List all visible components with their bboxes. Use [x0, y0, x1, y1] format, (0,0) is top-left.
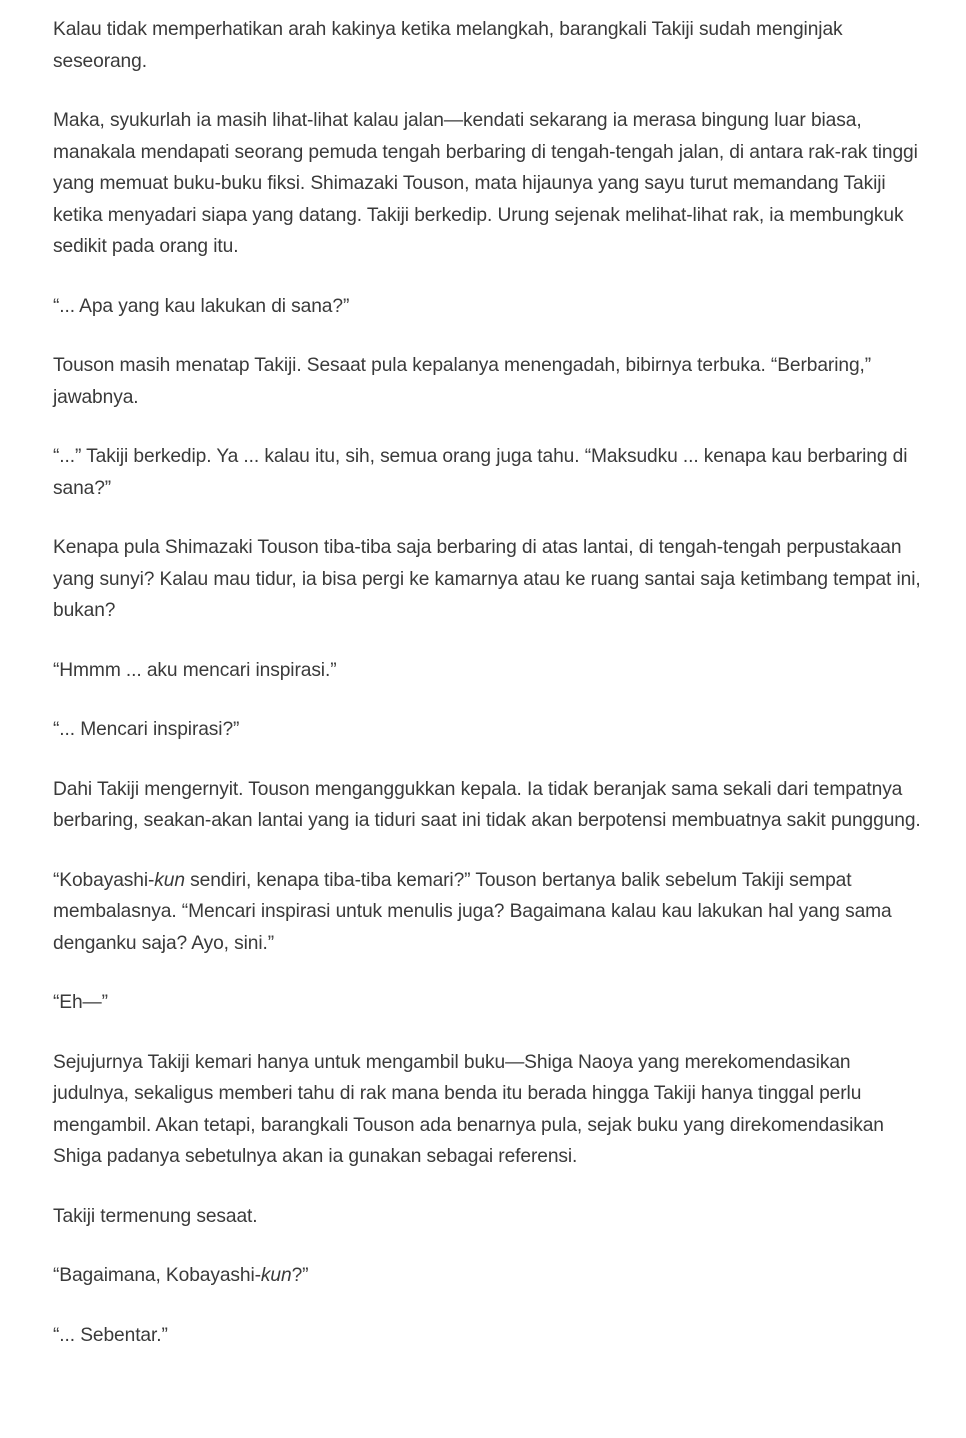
- paragraph: Sejujurnya Takiji kemari hanya untuk mengambil buku—Shiga Naoya yang merekomendasikan judulnya, sekaligus memberi tahu di rak mana benda itu berada hingga Takiji hanya tinggal perlu mengambil. Akan tetapi, barangkali Touson ada benarnya pula, sejak buku yang direkomendasikan Shiga padanya sebetulnya akan ia gunakan sebagai referensi.: [53, 1051, 884, 1167]
- paragraph: Kenapa pula Shimazaki Touson tiba-tiba saja berbaring di atas lantai, di tengah-tengah perpustakaan yang sunyi? Kalau mau tidur, ia bisa pergi ke kamarnya atau ke ruang santai saja ketimbang tempat ini, bukan?: [53, 537, 921, 621]
- paragraph: “Kobayashi-kun sendiri, kenapa tiba-tiba kemari?” Touson bertanya balik sebelum Takiji sempat membalasnya. “Mencari inspirasi untuk menulis juga? Bagaimana kalau kau lakukan hal yang sama denganku saja? Ayo, sini.”: [53, 869, 892, 954]
- paragraph: Kalau tidak memperhatikan arah kakinya ketika melangkah, barangkali Takiji sudah menginjak seseorang.: [53, 19, 843, 72]
- paragraph: “Bagaimana, Kobayashi-kun?”: [53, 1265, 309, 1286]
- paragraph: Dahi Takiji mengernyit. Touson menganggukkan kepala. Ia tidak beranjak sama sekali dari tempatnya berbaring, seakan-akan lantai yang ia tiduri saat ini tidak akan berpotensi membuatnya sakit punggung.: [53, 778, 921, 831]
- paragraph: Takiji termenung sesaat.: [53, 1205, 258, 1227]
- italic-honorific: kun: [154, 869, 185, 891]
- paragraph: “Hmmm ... aku mencari inspirasi.”: [53, 659, 337, 681]
- paragraph: “...” Takiji berkedip. Ya ... kalau itu, sih, semua orang juga tahu. “Maksudku ... kenapa kau berbaring di sana?”: [53, 446, 908, 499]
- paragraph: “Eh—”: [53, 992, 108, 1013]
- paragraph: “... Sebentar.”: [53, 1324, 168, 1346]
- paragraph: “... Mencari inspirasi?”: [53, 719, 240, 740]
- paragraph: Maka, syukurlah ia masih lihat-lihat kalau jalan—kendati sekarang ia merasa bingung luar biasa, manakala mendapati seorang pemuda tengah berbaring di tengah-tengah jalan, di antara rak-rak tinggi yang memuat buku-buku fiksi. Shimazaki Touson, mata hijaunya yang sayu turut memandang Takiji ketika menyadari siapa yang datang. Takiji berkedip. Urung sejenak melihat-lihat rak, ia membungkuk sedikit pada orang itu.: [53, 110, 918, 257]
- paragraph: “... Apa yang kau lakukan di sana?”: [53, 295, 350, 317]
- paragraph: Touson masih menatap Takiji. Sesaat pula kepalanya menengadah, bibirnya terbuka. “Berbaring,” jawabnya.: [53, 355, 872, 408]
- italic-honorific: kun: [260, 1265, 292, 1286]
